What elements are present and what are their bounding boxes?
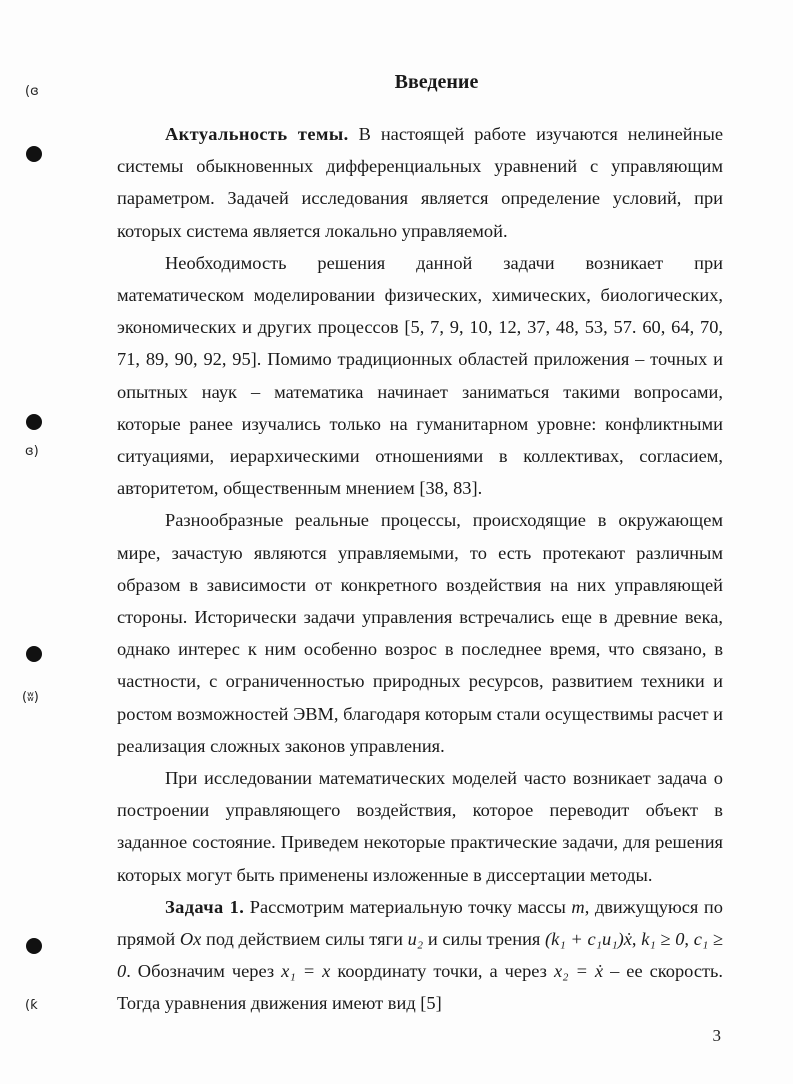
task-text: , <box>631 929 642 950</box>
math-condition-k: k₁ ≥ 0 <box>641 929 685 950</box>
paragraph <box>117 504 723 762</box>
paragraph-text: Разнообразные реальные процессы, происходящие в окружающем мире, зачастую являются управляемыми, то есть протекают различным образом в зависимости от конкретного воздействия на них управляющей стороны. Исторически задачи управления встречались еще в древние века, однако интерес к ним особенно возрос в последнее время, что связано, в частности, с ограниченностью природных ресурсов, развитием техники и ростом возможностей ЭВМ, благодаря которым стали осуществимы расчет и реализация сложных законов управления. <box>117 510 723 756</box>
task-heading: Задача 1. <box>165 896 245 917</box>
math-friction: (k₁ + c₁u₁)ẋ <box>545 929 632 950</box>
margin-mark: (ƙ <box>25 998 38 1013</box>
task-text: и силы трения <box>423 929 546 950</box>
task-text: . Обозначим через <box>126 961 282 982</box>
task-text: Рассмотрим материальную точку массы <box>244 896 572 917</box>
math-thrust: u₂ <box>407 929 424 950</box>
math-axis: Ox <box>179 929 202 950</box>
margin-mark: ɞ) <box>25 444 39 459</box>
task-text: координату точки, а через <box>330 961 554 982</box>
math-mass: m <box>571 896 585 917</box>
margin-mark: (ʬ) <box>22 690 39 705</box>
task-text: – ее скорость. Тогда уравнения движения имеют вид [5] <box>117 961 724 1014</box>
task-text: , движущуюся по прямой <box>117 896 723 950</box>
paragraph <box>117 118 723 247</box>
punch-hole <box>26 146 42 162</box>
paragraph <box>117 247 723 505</box>
punch-hole <box>26 414 42 430</box>
task-text: , <box>684 929 694 950</box>
math-velocity: x₂ = ẋ <box>553 961 604 982</box>
punch-hole <box>26 646 42 662</box>
page-title: Введение <box>394 71 479 94</box>
task-paragraph <box>117 891 723 1020</box>
paragraph-heading: Актуальность темы. <box>165 124 349 144</box>
math-coordinate: x₁ = x <box>281 961 331 982</box>
body-text <box>117 118 723 1020</box>
punch-hole <box>26 938 42 954</box>
margin-mark: (ɞ <box>25 84 39 99</box>
paragraph-text: Необходимость решения данной задачи возникает при математическом моделировании физических, химических, биологических, экономических и других процессов [5, 7, 9, 10, 12, 37, 48, 53, 57. 60, 64, 70, 71, 89, 90, 92, 95]. Помимо традиционных областей приложения – точных и опытных наук – математика начинает заниматься такими вопросами, которые ранее изучались только на гуманитарном уровне: конфликтными ситуациями, иерархическими отношениями в коллективах, согласием, авторитетом, общественным мнением [38, 83]. <box>117 252 723 499</box>
paragraph-text: В настоящей работе изучаются нелинейные системы обыкновенных дифференциальных уравнений с управляющим параметром. Задачей исследования является определение условий, при которых система является локально управляемой. <box>117 124 723 241</box>
page-number: 3 <box>712 1026 721 1045</box>
paragraph <box>117 762 723 891</box>
math-condition-c: c₁ ≥ 0 <box>117 929 724 982</box>
paragraph-text: При исследовании математических моделей часто возникает задача о построении управляющего воздействия, которое переводит объект в заданное состояние. Приведем некоторые практические задачи, для решения которых могут быть применены изложенные в диссертации методы. <box>117 768 723 885</box>
task-text: под действием силы тяги <box>201 929 408 950</box>
